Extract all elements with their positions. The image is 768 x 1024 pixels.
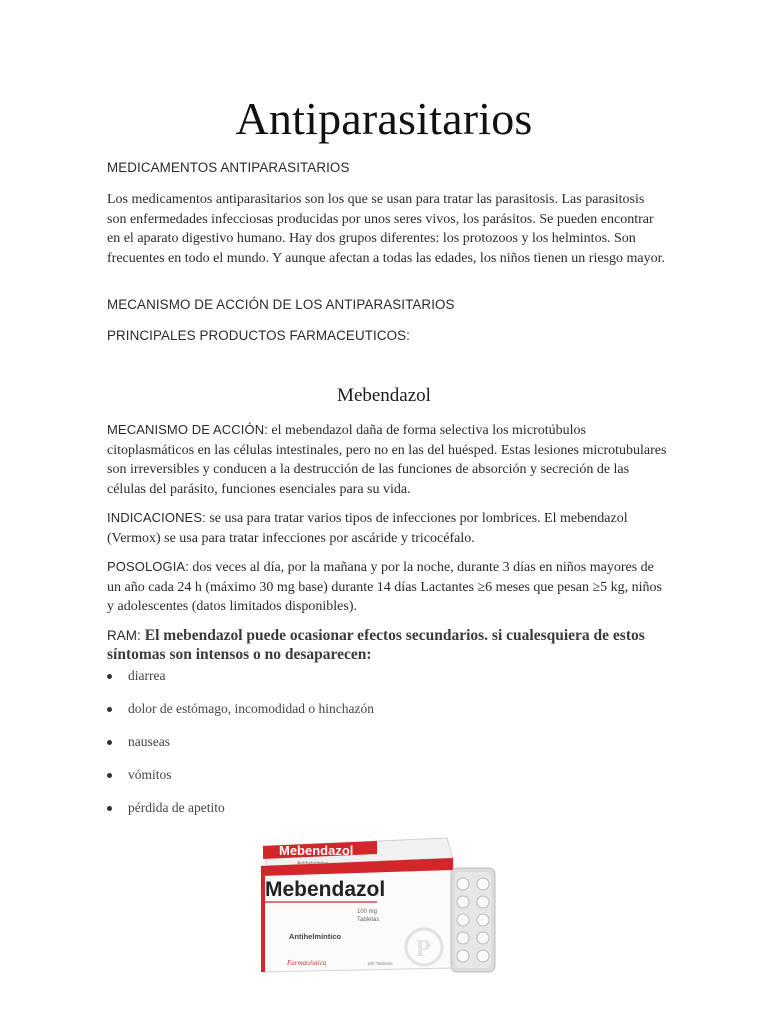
list-item xyxy=(107,668,374,701)
list-item xyxy=(107,767,374,800)
box-dose: 100 mg xyxy=(357,909,378,915)
posologia-label: POSOLOGIA: xyxy=(107,559,189,574)
ram-text: El mebendazol puede ocasionar efectos secundarios. si cualesquiera de estos síntomas son intensos o no desaparecen: xyxy=(107,627,645,663)
bullet-icon xyxy=(107,674,112,679)
list-item xyxy=(107,734,374,767)
mecanismo-label: MECANISMO DE ACCIÓN: xyxy=(107,422,268,437)
bullet-icon xyxy=(107,707,112,712)
list-item-text: vómitos xyxy=(128,767,172,782)
posologia-paragraph xyxy=(107,557,667,617)
bullet-icon xyxy=(107,806,112,811)
bullet-icon xyxy=(107,740,112,745)
side-effects-list xyxy=(107,668,374,833)
box-form: Tabletas xyxy=(357,917,380,923)
ram-paragraph xyxy=(107,626,667,664)
indicaciones-label: INDICACIONES: xyxy=(107,510,206,525)
list-item xyxy=(107,701,374,734)
mecanismo-text: el mebendazol daña de forma selectiva los microtúbulos citoplasmáticos en las células intestinales, pero no en las del huésped. Estas lesiones microtubulares son irreversibles y conducen a la destrucción de las funciones de absorción y secreción de las células del parásito, funciones esenciales para su vida. xyxy=(107,423,667,497)
heading-medicamentos: MEDICAMENTOS ANTIPARASITARIOS xyxy=(107,160,350,175)
indicaciones-paragraph xyxy=(107,508,667,548)
box-maker: Farmacéutica xyxy=(287,959,327,967)
ram-label: RAM: xyxy=(107,628,141,643)
box-count: 100 Tabletas xyxy=(367,961,393,966)
product-image xyxy=(257,832,509,984)
box-top-brand: Mebendazol xyxy=(279,843,354,858)
list-item-text: dolor de estómago, incomodidad o hinchazón xyxy=(128,701,374,716)
heading-productos: PRINCIPALES PRODUCTOS FARMACEUTICOS: xyxy=(107,328,410,343)
intro-paragraph: Los medicamentos antiparasitarios son los que se usan para tratar las parasitosis. Las parasitosis son enfermedades infecciosas producidas por unos seres vivos, los parásitos. Se pueden encontrar en el aparato digestivo humano. Hay dos grupos diferentes: los protozoos y los helmintos. Son frecuentes en todo el mundo. Y aunque afectan a todas las edades, los niños tienen un riesgo mayor. xyxy=(107,192,666,266)
list-item-text: pérdida de apetito xyxy=(128,800,225,815)
box-front-brand: Mebendazol xyxy=(265,878,386,901)
box-category: Antihelmíntico xyxy=(289,932,342,941)
list-item xyxy=(107,800,374,833)
mebendazol-box-illustration xyxy=(257,832,509,984)
mecanismo-paragraph xyxy=(107,420,667,499)
list-item-text: diarrea xyxy=(128,668,166,683)
posologia-text: dos veces al día, por la mañana y por la noche, durante 3 días en niños mayores de un año cada 24 h (máximo 30 mg base) durante 14 días Lactantes ≥6 meses que pesan ≥5 kg, niños y adolescentes (datos limitados disponibles). xyxy=(107,560,663,615)
list-item-text: nauseas xyxy=(128,734,170,749)
drug-heading: Mebendazol xyxy=(337,385,431,406)
box-logo-letter: P xyxy=(416,936,431,962)
bullet-icon xyxy=(107,773,112,778)
indicaciones-text: se usa para tratar varios tipos de infecciones por lombrices. El mebendazol (Vermox) se usa para tratar infecciones por ascáride y tricocéfalo. xyxy=(107,511,628,546)
heading-mecanismo-general: MECANISMO DE ACCIÓN DE LOS ANTIPARASITARIOS xyxy=(107,297,455,312)
document-title: Antiparasitarios xyxy=(235,93,533,144)
